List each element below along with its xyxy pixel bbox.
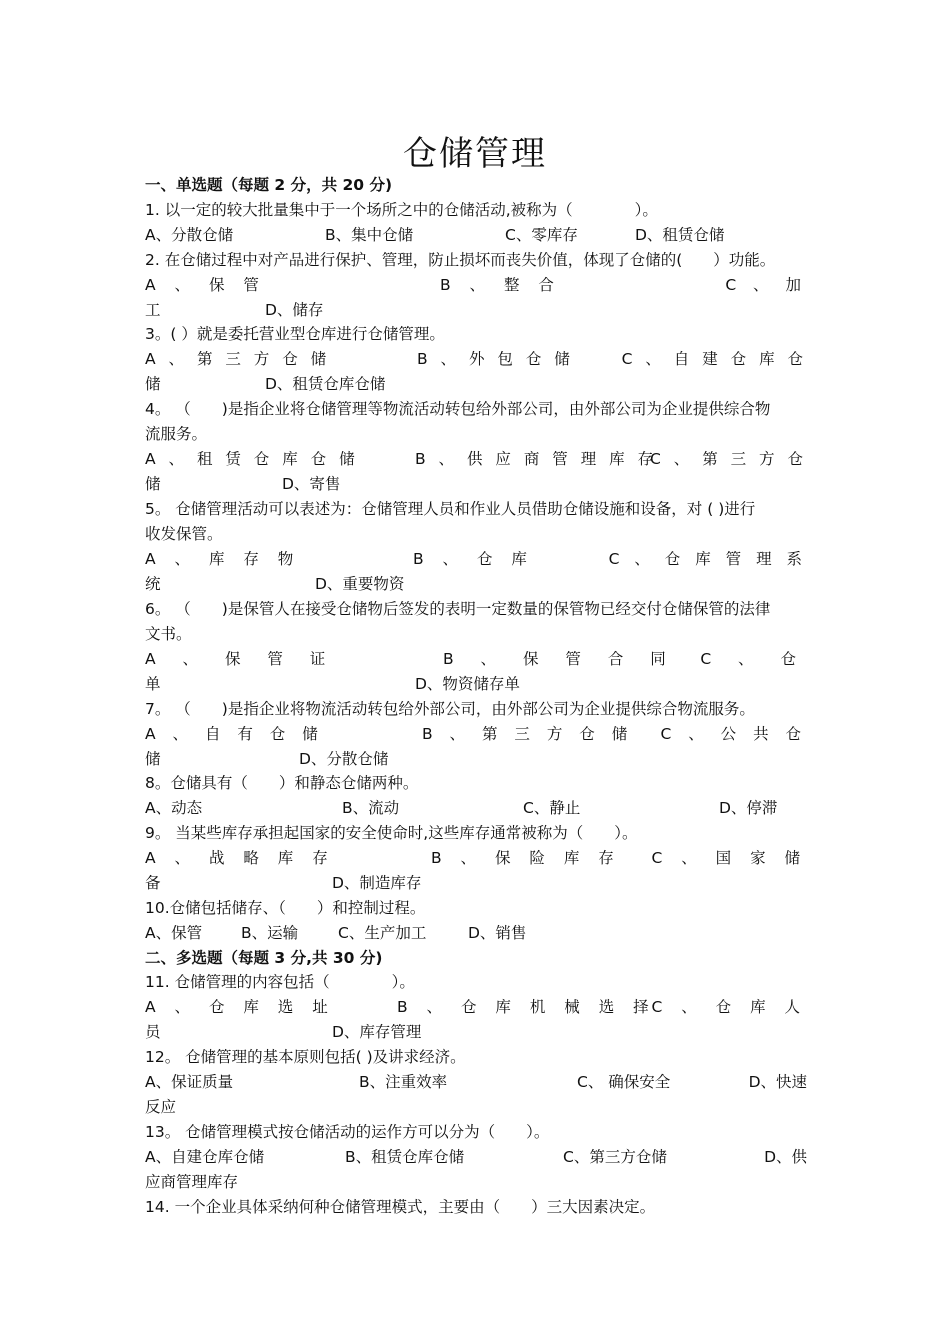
q2-option-c: C 、 加 [725,276,807,294]
q13-option-d: D、供 [764,1148,807,1166]
q3-option-d: D、租赁仓库仓储 [265,375,386,393]
q1-option-c: C、零库存 [505,226,578,244]
question-9-stem: 9。 当某些库存承担起国家的安全使命时,这些库存通常被称为（ ）。 [145,824,638,842]
question-14-stem: 14. 一个企业具体采纳何种仓储管理模式，主要由（ ）三大因素决定。 [145,1198,656,1216]
question-13-stem: 13。 仓储管理模式按仓储活动的运作方可以分为（ ）。 [145,1123,550,1141]
q2-option-a: A 、 保 管 [145,276,266,294]
document-title: 仓储管理 [403,134,547,174]
question-11-stem: 11. 仓储管理的内容包括（ ）。 [145,973,415,991]
q3-option-c: C 、 自 建 仓 库 仓 [621,350,807,368]
q10-option-c: C、生产加工 [338,924,427,942]
question-13-options [145,1145,807,1170]
question-6-stem: 6。 （ )是保管人在接受仓储物后签发的表明一定数量的保管物已经交付仓储保管的法律 [145,600,771,618]
question-9-options-cont [145,871,807,896]
question-7-stem: 7。 （ )是指企业将物流活动转包给外部公司，由外部公司为企业提供综合物流服务。 [145,700,755,718]
question-12-options [145,1070,807,1095]
question-3-options-cont [145,372,807,397]
q8-option-c: C、静止 [523,799,581,817]
q3-option-c-wrap: 储 [145,375,161,393]
question-2-stem: 2. 在仓储过程中对产品进行保护、管理，防止损坏而丧失价值，体现了仓储的( ）功能。 [145,251,776,269]
q12-option-a: A、保证质量 [145,1073,234,1091]
question-4-options [145,447,807,472]
q4-option-b: B 、 供 应 商 管 理 库 存 [415,450,658,468]
q5-option-c-wrap: 统 [145,575,161,593]
question-6-stem-cont: 文书。 [145,625,192,643]
question-5-options-cont [145,572,807,597]
q5-option-c: C 、 仓 库 管 理 系 [608,550,807,568]
q7-option-c-wrap: 储 [145,750,161,768]
q6-option-d: D、物资储存单 [415,675,520,693]
question-8-options [145,796,807,821]
question-10-options [145,921,807,946]
q4-option-a: A 、 租 赁 仓 库 仓 储 [145,450,359,468]
question-6-options-cont [145,672,807,697]
question-8-stem: 8。仓储具有（ ）和静态仓储两种。 [145,774,419,792]
q6-option-c-wrap: 单 [145,675,161,693]
q4-option-d: D、寄售 [282,475,341,493]
q13-option-c: C、第三方仓储 [563,1148,667,1166]
q8-option-d: D、停滞 [719,799,778,817]
question-10-stem: 10.仓储包括储存、（ ）和控制过程。 [145,899,426,917]
q13-option-a: A、自建仓库仓储 [145,1148,265,1166]
question-3-options [145,347,807,372]
q5-option-b: B 、 仓 库 [413,550,534,568]
q9-option-b: B 、 保 险 库 存 [431,849,621,867]
q10-option-d: D、销售 [468,924,527,942]
q12-option-d: D、快速 [748,1073,807,1091]
q4-option-c-wrap: 储 [145,475,161,493]
question-6-options [145,647,807,672]
q6-option-c: C 、 仓 [700,650,807,668]
q8-option-a: A、动态 [145,799,203,817]
question-9-options [145,846,807,871]
question-11-options [145,995,807,1020]
q2-option-d: D、储存 [265,301,324,319]
question-5-options [145,547,807,572]
q6-option-b: B 、 保 管 合 同 [443,650,677,668]
q2-option-c-wrap: 工 [145,301,161,319]
q5-option-a: A 、 库 存 物 [145,550,301,568]
question-5-stem: 5。 仓储管理活动可以表述为：仓储管理人员和作业人员借助仓储设施和设备，对 ( )进行 [145,500,756,518]
q5-option-d: D、重要物资 [315,575,405,593]
section-heading-multiple-choice: 二、多选题（每题 3 分,共 30 分) [145,949,383,967]
q4-option-c: C 、 第 三 方 仓 [650,450,807,468]
question-1-stem: 1. 以一定的较大批量集中于一个场所之中的仓储活动,被称为（ ）。 [145,201,658,219]
q11-option-d: D、库存管理 [332,1023,422,1041]
q3-option-b: B 、 外 包 仓 储 [417,350,574,368]
q9-option-c: C 、 国 家 储 [651,849,807,867]
question-1-options [145,223,807,248]
question-12-stem: 12。 仓储管理的基本原则包括( )及讲求经济。 [145,1048,466,1066]
question-4-options-cont [145,472,807,497]
question-11-options-cont [145,1020,807,1045]
question-2-options [145,273,807,298]
q11-option-c-wrap: 员 [145,1023,161,1041]
q3-option-a: A 、 第 三 方 仓 储 [145,350,331,368]
q7-option-d: D、分散仓储 [299,750,389,768]
q9-option-d: D、制造库存 [332,874,422,892]
q10-option-b: B、运输 [241,924,299,942]
q13-option-b: B、租赁仓库仓储 [345,1148,465,1166]
q1-option-b: B、集中仓储 [325,226,414,244]
q10-option-a: A、保管 [145,924,203,942]
question-12-options-cont: 反应 [145,1098,177,1116]
q6-option-a: A 、 保 管 证 [145,650,337,668]
q7-option-b: B 、 第 三 方 仓 储 [422,725,634,743]
q7-option-c: C 、 公 共 仓 [660,725,807,743]
question-13-options-cont: 应商管理库存 [145,1173,239,1191]
q9-option-a: A 、 战 略 库 存 [145,849,335,867]
question-7-options-cont [145,747,807,772]
q11-option-b: B 、 仓 库 机 械 选 择 [397,998,656,1016]
q12-option-b: B、注重效率 [359,1073,448,1091]
q11-option-a: A 、 仓 库 选 址 [145,998,335,1016]
q1-option-d: D、租赁仓储 [635,226,725,244]
question-4-stem-cont: 流服务。 [145,425,208,443]
question-5-stem-cont: 收发保管。 [145,525,223,543]
q12-option-c: C、 确保安全 [577,1073,671,1091]
question-7-options [145,722,807,747]
question-3-stem: 3。( ）就是委托营业型仓库进行仓储管理。 [145,325,445,343]
section-heading-single-choice: 一、单选题（每题 2 分，共 20 分) [145,176,393,194]
q11-option-c: C 、 仓 库 人 [651,998,807,1016]
q2-option-b: B 、 整 合 [440,276,561,294]
q8-option-b: B、流动 [342,799,400,817]
q7-option-a: A 、 自 有 仓 储 [145,725,324,743]
question-4-stem: 4。 （ )是指企业将仓储管理等物流活动转包给外部公司，由外部公司为企业提供综合物 [145,400,771,418]
q9-option-c-wrap: 备 [145,874,161,892]
q1-option-a: A、分散仓储 [145,226,234,244]
question-2-options-cont [145,298,807,323]
